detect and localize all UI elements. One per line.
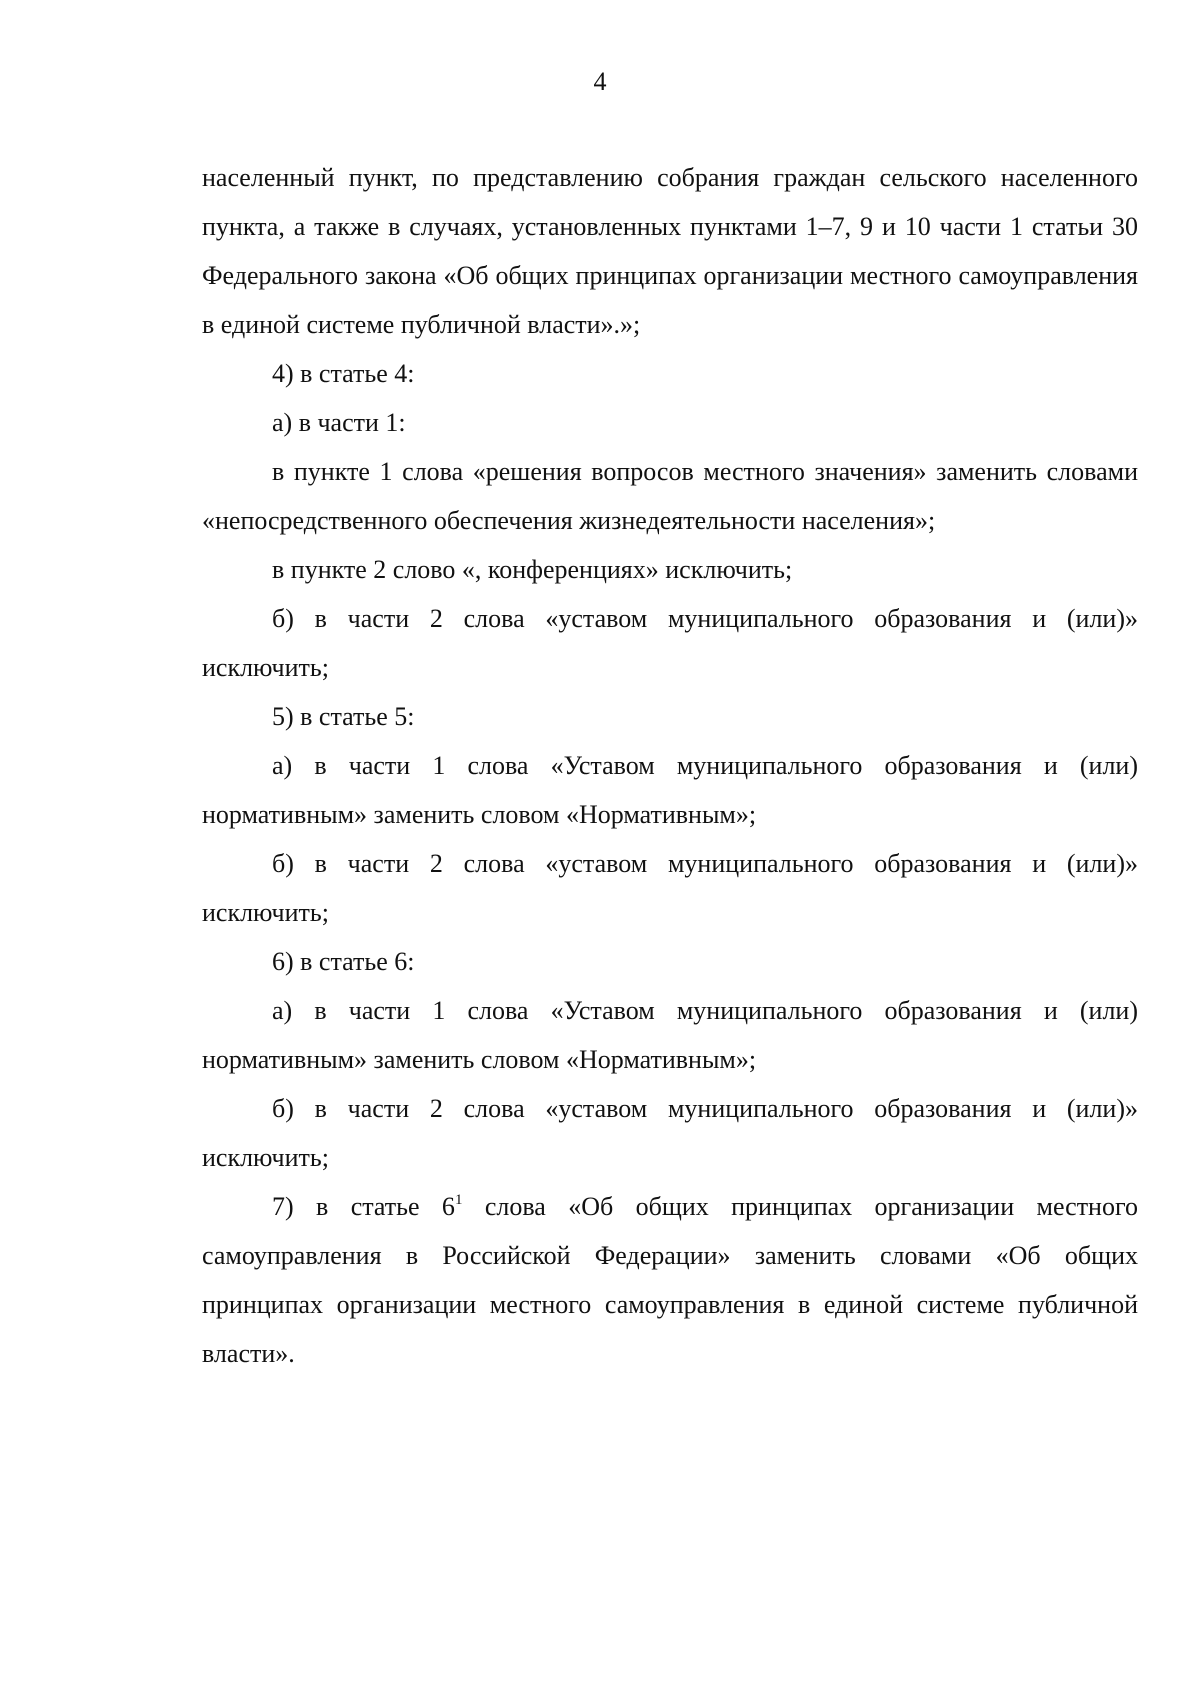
paragraph-12: б) в части 2 слова «уставом муниципального образования и (или)» исключить; <box>202 1094 1138 1172</box>
page-number: 4 <box>593 67 607 96</box>
paragraph-9: б) в части 2 слова «уставом муниципального образования и (или)» исключить; <box>202 849 1138 927</box>
paragraph-10: 6) в статье 6: <box>272 947 415 976</box>
paragraph-7: 5) в статье 5: <box>272 702 415 731</box>
paragraph-13-rest: слова «Об общих принципах организации местного самоуправления в Российской Федерации» заменить словами «Об общих принципах организации местного самоуправления в единой системе публичной власти». <box>202 1192 1138 1368</box>
paragraph-5: в пункте 2 слово «, конференциях» исключить; <box>272 555 793 584</box>
paragraph-13 <box>202 1182 1138 1378</box>
paragraph-4: в пункте 1 слова «решения вопросов местного значения» заменить словами «непосредственного обеспечения жизнедеятельности населения»; <box>202 457 1138 535</box>
document-body <box>202 153 1138 1378</box>
paragraph-13-start: 7) в статье 6 <box>272 1192 455 1221</box>
paragraph-8: а) в части 1 слова «Уставом муниципального образования и (или) нормативным» заменить словом «Нормативным»; <box>202 751 1138 829</box>
paragraph-11: а) в части 1 слова «Уставом муниципального образования и (или) нормативным» заменить словом «Нормативным»; <box>202 996 1138 1074</box>
paragraph-6: б) в части 2 слова «уставом муниципального образования и (или)» исключить; <box>202 604 1138 682</box>
paragraph-1: населенный пункт, по представлению собрания граждан сельского населенного пункта, а также в случаях, установленных пунктами 1–7, 9 и 10 части 1 статьи 30 Федерального закона «Об общих принципах организации местного самоуправления в единой системе публичной власти».»; <box>202 163 1138 339</box>
article-superscript: 1 <box>454 1192 463 1208</box>
paragraph-2: 4) в статье 4: <box>272 359 415 388</box>
paragraph-3: а) в части 1: <box>272 408 406 437</box>
